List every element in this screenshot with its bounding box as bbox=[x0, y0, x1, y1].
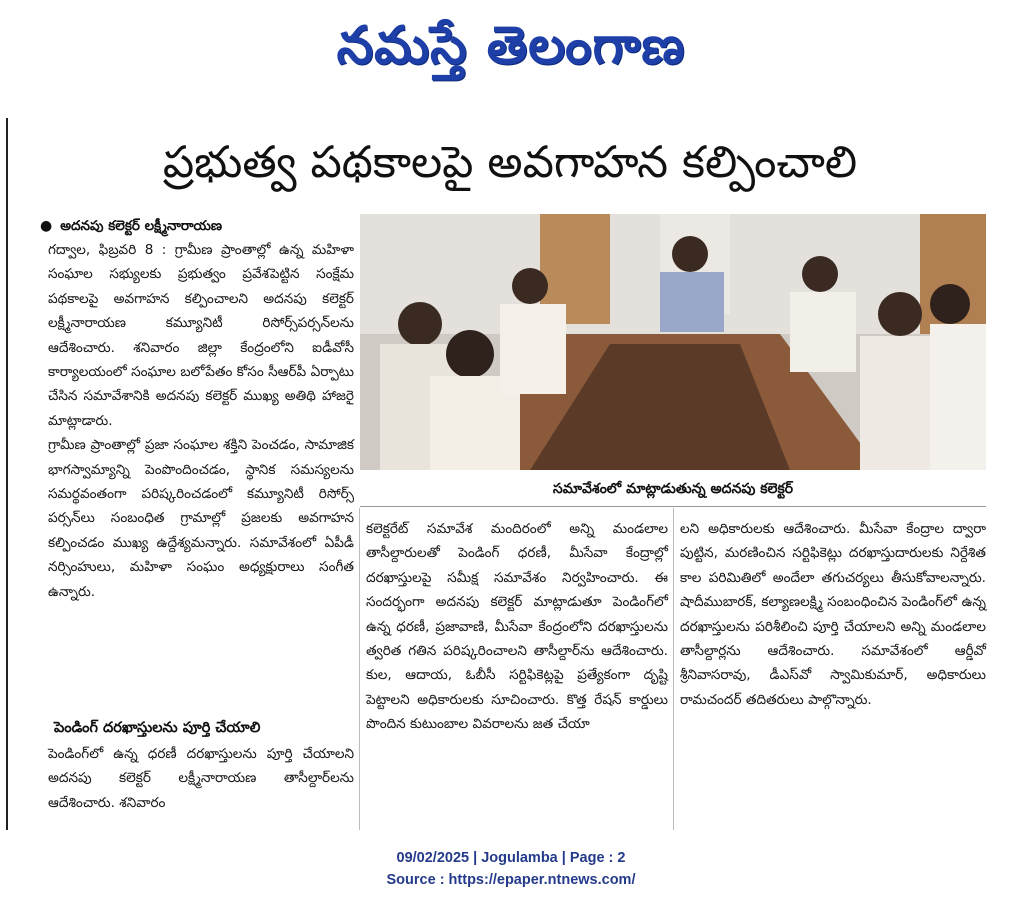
paragraph: గద్వాల, ఫిబ్రవరి 8 : గ్రామీణ ప్రాంతాల్లో ఉన్న మహిళా సంఘాల సభ్యులకు ప్రభుత్వం ప్రవేశపెట్టిన సంక్షేమ పథకాలపై అవగాహన కల్పించాలని అదనపు కలెక్టర్ లక్ష్మీనారాయణ కమ్యూనిటీ రిసోర్స్‌పర్సన్‌లను ఆదేశించారు. శనివారం జిల్లా కేంద్రంలోని ఐడీవోసీ కార్యాలయంలో సంఘాల బలోపేతం కోసం సీఆర్‌పీ ఏర్పాటు చేసిన సమావేశానికి అదనపు కలెక్టర్ ముఖ్య అతిథి హాజరై మాట్లాడారు. bbox=[48, 242, 354, 429]
byline-text: అదనపు కలెక్టర్ లక్ష్మీనారాయణ bbox=[60, 218, 223, 234]
article-headline: ప్రభుత్వ పథకాలపై అవగాహన కల్పించాలి bbox=[162, 137, 858, 188]
photo-caption: సమావేశంలో మాట్లాడుతున్న అదనపు కలెక్టర్ bbox=[552, 481, 794, 497]
article-subheading: పెండింగ్ దరఖాస్తులను పూర్తి చేయాలి bbox=[54, 720, 261, 736]
source-link[interactable]: Source : https://epaper.ntnews.com/ bbox=[386, 872, 636, 888]
article-column-2 bbox=[366, 517, 668, 737]
frame-border bbox=[6, 118, 8, 830]
paragraph: గ్రామీణ ప్రాంతాల్లో ప్రజా సంఘాల శక్తిని పెంచడం, సామాజిక భాగస్వామ్యాన్ని పెంపొందించడం, స్థానిక సమస్యలను సమర్థవంతంగా పరిష్కరించడంలో కమ్యూనిటీ రిసోర్స్ పర్సన్‌లు సంబంధిత గ్రామాల్లో ప్రజలకు అవగాహన కల్పించడం ముఖ్య ఉద్దేశ్యమన్నారు. సమావేశంలో ఏపీడీ నర్సింహులు, మహిళా సంఘం అధ్యక్షురాలు సంగీత ఉన్నారు. bbox=[48, 437, 354, 600]
masthead bbox=[0, 0, 1022, 92]
page-meta: 09/02/2025 | Jogulamba | Page : 2 bbox=[396, 850, 626, 866]
column-divider bbox=[359, 508, 360, 830]
newspaper-logo: నమస్తే తెలంగాణ bbox=[336, 16, 686, 76]
paragraph: పెండింగ్‌లో ఉన్న ధరణీ దరఖాస్తులను పూర్తి చేయాలని అదనపు కలెక్టర్ లక్ష్మీనారాయణ తాసీల్దార్‌లను ఆదేశించారు. శనివారం bbox=[48, 746, 354, 811]
caption-divider bbox=[360, 506, 986, 507]
article-column-3 bbox=[680, 517, 986, 712]
meeting-photo-illustration bbox=[360, 214, 986, 470]
paragraph: లని అధికారులకు ఆదేశించారు. మీసేవా కేంద్రాల ద్వారా పుట్టిన, మరణించిన సర్టిఫికెట్లు దరఖాస్తుదారులకు నిర్దేశిత కాల పరిమితిలో అందేలా తగుచర్యలు తీసుకోవాలన్నారు. షాదీముబారక్, కల్యాణలక్ష్మి సంబంధించిన పెండింగ్‌లో ఉన్న దరఖాస్తులను పరిశీలించి పూర్తి చేయాలని అన్ని మండలాల తాసీల్దార్లను ఆదేశించారు. సమావేశంలో ఆర్డీవో శ్రీనివాసరావు, డీఎస్‌వో స్వామికుమార్, అధికారులు రామచందర్ తదితరులు పాల్గొన్నారు. bbox=[680, 521, 986, 708]
byline bbox=[40, 216, 360, 236]
article-column-1 bbox=[48, 238, 354, 604]
column-divider bbox=[673, 508, 674, 830]
paragraph: కలెక్టరేట్ సమావేశ మందిరంలో అన్ని మండలాల తాసీల్దారులతో పెండింగ్ ధరణీ, మీసేవా కేంద్రాల్లో దరఖాస్తులపై సమీక్ష సమావేశం నిర్వహించారు. ఈ సందర్భంగా అదనపు కలెక్టర్ మాట్లాడుతూ పెండింగ్‌లో ఉన్న ధరణీ, ప్రజావాణి, మీసేవా కేంద్రంలోని దరఖాస్తులను త్వరిత గతిన పరిష్కరించాలని తాసీల్దార్‌ను ఆదేశించారు. కుల, ఆదాయ, ఓబీసీ సర్టిఫికెట్లపై ప్రత్యేకంగా దృష్టి పెట్టాలని అధికారులకు సూచించారు. కొత్త రేషన్ కార్డులు పొందిన కుటుంబాల వివరాలను జత చేయా bbox=[366, 521, 668, 733]
article-photo bbox=[360, 214, 986, 470]
bullet-icon: ● bbox=[40, 218, 53, 234]
article-column-1-continued bbox=[48, 742, 354, 815]
